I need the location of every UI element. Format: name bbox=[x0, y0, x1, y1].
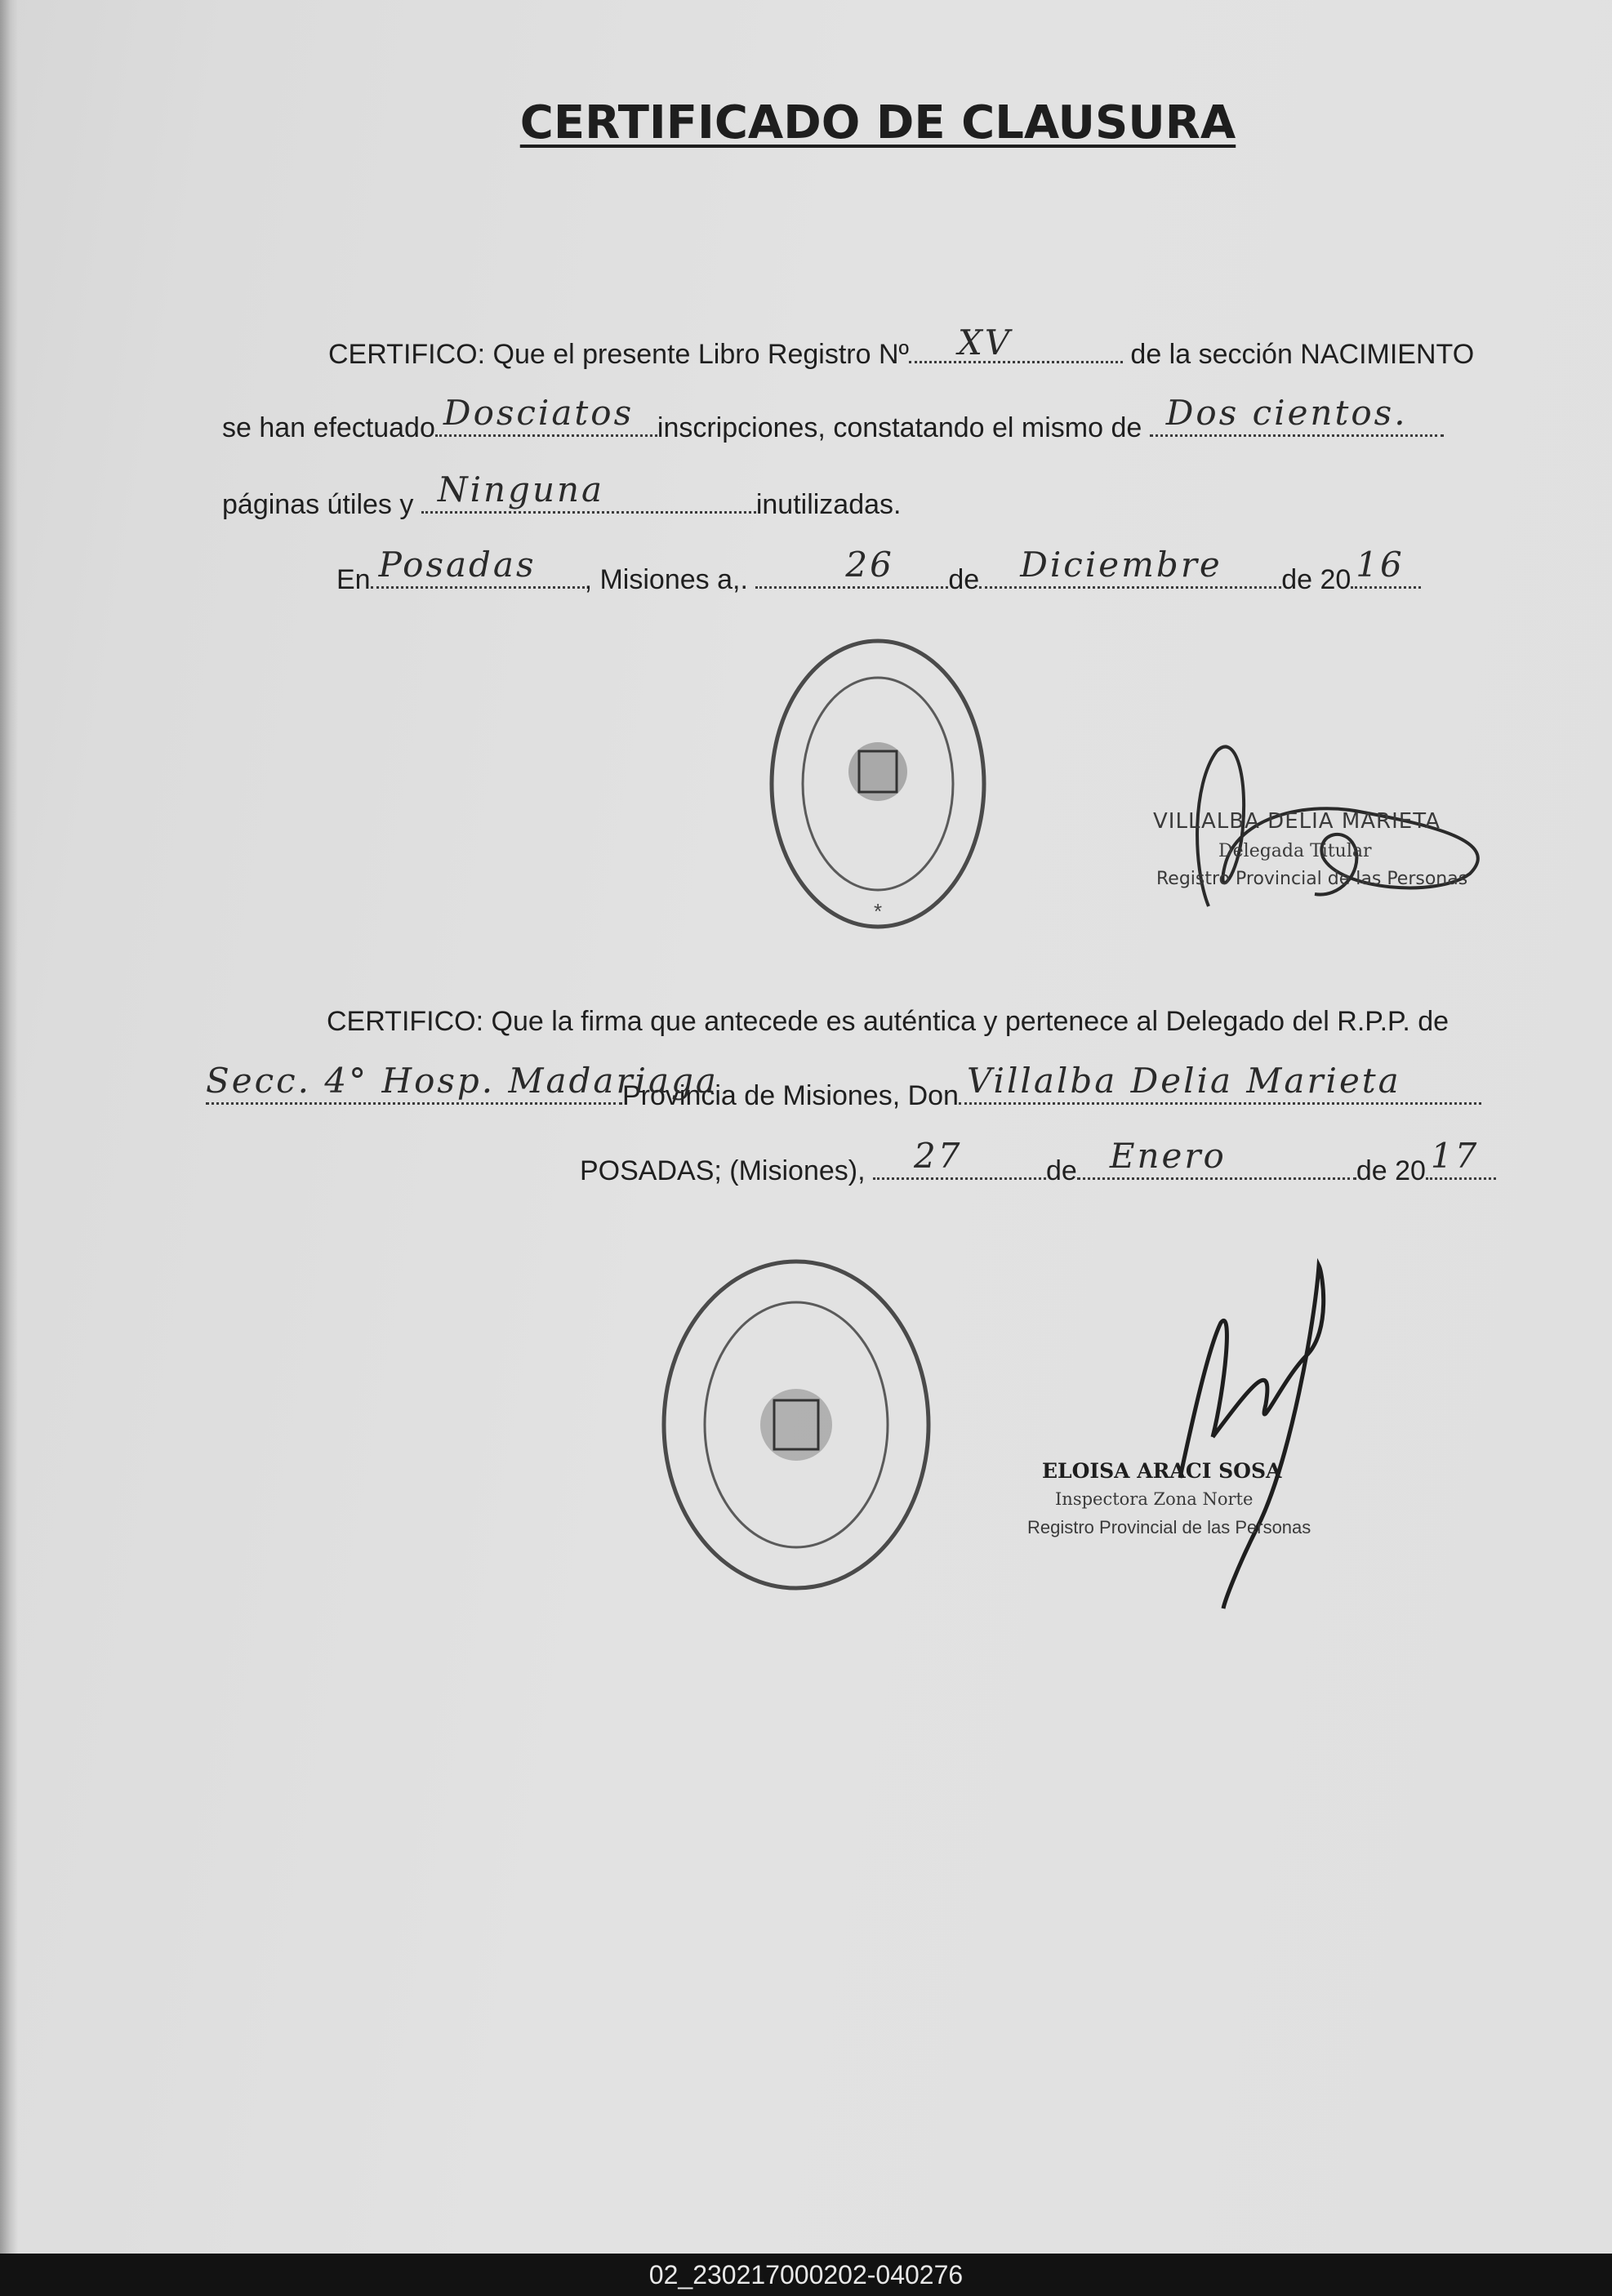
paginas-field bbox=[1150, 393, 1444, 437]
cert2-line-2 bbox=[206, 1061, 1481, 1112]
handwritten-seccion: Secc. 4° Hosp. Madariaga bbox=[206, 1061, 719, 1101]
cert2-line-3 bbox=[580, 1136, 1496, 1187]
cert1-text: En bbox=[336, 564, 371, 595]
cert1-text: inscripciones, constatando el mismo de bbox=[657, 412, 1142, 443]
handwritten-anio2: 17 bbox=[1430, 1136, 1480, 1176]
cert1-text: páginas útiles y bbox=[222, 489, 414, 520]
anio-field bbox=[1351, 545, 1421, 589]
cert1-text: de bbox=[948, 564, 980, 595]
signature-sosa bbox=[1143, 1257, 1356, 1617]
mes-field bbox=[979, 545, 1281, 589]
handwritten-dia: 26 bbox=[845, 545, 894, 585]
handwritten-lugar: Posadas bbox=[378, 545, 537, 585]
seccion-field bbox=[206, 1061, 719, 1105]
cert1-line-1 bbox=[328, 323, 1475, 371]
handwritten-inscripciones: Dosciatos bbox=[443, 393, 635, 433]
signer2-institution: Registro Provincial de las Personas bbox=[1027, 1517, 1311, 1537]
dia2-field bbox=[873, 1136, 1046, 1180]
inscripciones-field bbox=[435, 393, 657, 437]
dia-field bbox=[755, 545, 948, 589]
cert1-text: se han efectuado bbox=[222, 412, 435, 443]
signer1-name: VILLALBA DELIA MARIETA bbox=[1153, 809, 1441, 834]
handwritten-libro: XV bbox=[957, 323, 1013, 363]
signer1-institution: Registro Provincial de las Personas bbox=[1156, 869, 1468, 889]
cert1-text: , Misiones a,. bbox=[584, 564, 748, 595]
handwritten-anio: 16 bbox=[1356, 545, 1405, 585]
delegacion-seal-stamp bbox=[759, 629, 996, 939]
anio2-field bbox=[1426, 1136, 1496, 1180]
handwritten-mes: Diciembre bbox=[1020, 545, 1222, 585]
signer1-role: Delegada Titular bbox=[1218, 841, 1372, 861]
cert1-line-4 bbox=[336, 545, 1421, 596]
handwritten-inutilizadas: Ninguna bbox=[437, 469, 605, 509]
cert1-line-2 bbox=[222, 393, 1444, 444]
nombre-field bbox=[959, 1061, 1481, 1105]
signer2-name: ELOISA ARACI SOSA bbox=[1042, 1459, 1282, 1483]
libro-field bbox=[909, 323, 1123, 363]
cert1-text: de 20 bbox=[1281, 564, 1351, 595]
handwritten-mes2: Enero bbox=[1109, 1136, 1227, 1176]
page-edge-shadow bbox=[0, 0, 18, 2254]
inutilizadas-field bbox=[421, 469, 756, 514]
cert1-line-3 bbox=[222, 469, 902, 521]
cert2-line-1: CERTIFICO: Que la firma que antecede es auténtica y pertenece al Delegado del R.P.P. de bbox=[327, 1006, 1449, 1037]
mes2-field bbox=[1077, 1136, 1356, 1180]
handwritten-nombre: Villalba Delia Marieta bbox=[966, 1061, 1401, 1101]
cert2-text: Provincia de Misiones, Don bbox=[622, 1080, 959, 1111]
cert2-text: POSADAS; (Misiones), bbox=[580, 1155, 866, 1186]
document-title: CERTIFICADO DE CLAUSURA bbox=[519, 96, 1236, 149]
svg-text:*: * bbox=[873, 899, 883, 923]
handwritten-dia2: 27 bbox=[913, 1136, 963, 1176]
lugar-field bbox=[371, 545, 585, 589]
cert2-text: de bbox=[1045, 1155, 1077, 1186]
cert2-text: de 20 bbox=[1356, 1155, 1426, 1186]
cert1-text: de la sección NACIMIENTO bbox=[1130, 339, 1475, 370]
document-id-footer: 02_230217000202-040276 bbox=[0, 2254, 1612, 2296]
cert1-text: CERTIFICO: Que el presente Libro Registro Nº bbox=[328, 339, 909, 370]
direccion-general-seal-stamp bbox=[653, 1249, 939, 1600]
cert1-text: inutilizadas. bbox=[755, 489, 902, 520]
handwritten-paginas: Dos cientos. bbox=[1165, 393, 1408, 433]
signer2-role: Inspectora Zona Norte bbox=[1055, 1489, 1254, 1509]
